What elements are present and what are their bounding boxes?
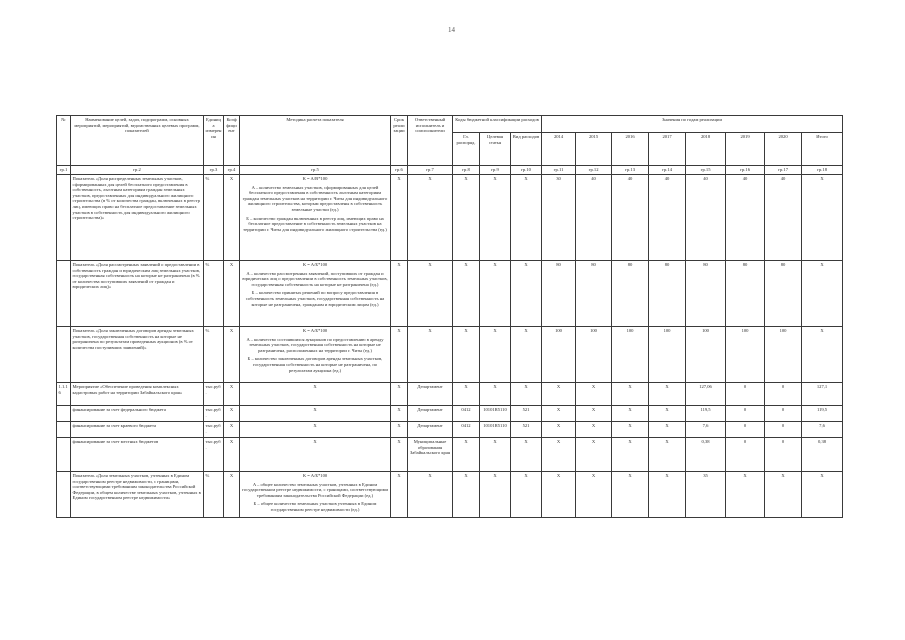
header-code-cs: Целевая статья (480, 133, 511, 166)
row-term: X (391, 175, 408, 261)
row-term: X (391, 406, 408, 422)
table-row (57, 438, 843, 472)
header-year-2018: 2018 (686, 133, 726, 166)
row-value: 35 (686, 472, 726, 518)
row-value: 100 (765, 327, 802, 383)
row-value: X (542, 422, 576, 438)
row-code-gr: X (453, 175, 480, 261)
method-formula: K = A/Б*100 (302, 262, 328, 267)
row-coef: X (224, 406, 240, 422)
row-value: 100 (612, 327, 649, 383)
row-name: Показатель «Доля земельных участков, учтенных в Едином государственном реестре недвижимости, с границами, соответствующими требованиям законодательства Российской Федерации, в общем количестве земельных участков, учтенных в Едином государственном реестре недвижимости» (71, 472, 204, 518)
table-header-row (57, 116, 843, 133)
row-coef: X (224, 261, 240, 327)
col-number: гр.1 (57, 166, 71, 175)
row-code-vr: X (511, 472, 542, 518)
row-value: X (542, 383, 576, 406)
row-code-cs: X (480, 175, 511, 261)
header-responsible: Ответственный исполнитель и соисполнители (408, 116, 453, 166)
table-row (57, 422, 843, 438)
row-value: X (576, 438, 612, 472)
row-value: 100 (542, 327, 576, 383)
col-number: гр.9 (480, 166, 511, 175)
row-value: 0 (765, 383, 802, 406)
row-number (57, 406, 71, 422)
row-value: 80 (765, 261, 802, 327)
row-term: X (391, 438, 408, 472)
row-value: X (649, 472, 686, 518)
row-responsible: X (408, 175, 453, 261)
row-code-cs: X (480, 472, 511, 518)
row-value: 80 (576, 261, 612, 327)
row-value: X (802, 175, 843, 261)
method-description: A – общее количество земельных участков, учтенных в Едином государственном реестре недвижимости, с границами, соответствующими требованиям законодательства Российской Федерации (ед.) (242, 481, 388, 498)
header-budget-codes: Коды бюджетной классификации расходов (453, 116, 542, 133)
header-coef: Коэффициент (224, 116, 240, 166)
row-value: X (612, 422, 649, 438)
method-formula: K = A/Б*100 (302, 328, 328, 333)
method-description: Б – количество принятых решений по вопросу предоставления в собственность земельных участков, государственная собственность на которые не разграничена, гражданам и юридическим лицам (ед.) (245, 290, 385, 307)
row-value: X (649, 383, 686, 406)
table-row (57, 261, 843, 327)
row-coef: X (224, 422, 240, 438)
row-value: 0 (726, 383, 765, 406)
row-value: X (576, 472, 612, 518)
method-description: Б – общее количество земельных участков учтенных в Едином государственном реестре недвижимости (ед.) (253, 501, 377, 512)
row-number (57, 327, 71, 383)
row-name: финансирование за счет федерального бюджета (71, 406, 204, 422)
row-value: 100 (726, 327, 765, 383)
col-number: гр.3 (204, 166, 224, 175)
method-description: A – количество рассмотренных заявлений, поступивших от граждан и юридических лиц о предоставлении в собственность земельных участков, государственная собственность на которые не разграничена (ед.) (242, 270, 388, 287)
row-code-gr: 0412 (453, 422, 480, 438)
row-value: X (576, 383, 612, 406)
row-code-vr: X (511, 261, 542, 327)
row-code-vr: 521 (511, 406, 542, 422)
row-value: 0 (765, 406, 802, 422)
col-number: гр.11 (542, 166, 576, 175)
header-values-by-years: Значения по годам реализации (542, 116, 843, 133)
row-unit: тыс.руб. (204, 438, 224, 472)
row-value: 100 (649, 327, 686, 383)
row-value: X (765, 472, 802, 518)
row-name: Показатель «Доля распределенных земельных участков, сформированных для целей бесплатного предоставления в собственность, льготным категориям граждан земельных участков, предоставленных для индивидуального жилищного строительства (в % от количества граждан, включенных в реестр лиц, имеющих право на бесплатное предоставление земельных участков в собственность для индивидуального жилищного строительства)» (71, 175, 204, 261)
table-row (57, 383, 843, 406)
row-coef: X (224, 472, 240, 518)
col-number: гр.13 (612, 166, 649, 175)
table-body (57, 175, 843, 518)
row-coef: X (224, 175, 240, 261)
row-coef: X (224, 438, 240, 472)
row-name: финансирование за счет краевого бюджета (71, 422, 204, 438)
header-year-2019: 2019 (726, 133, 765, 166)
row-value: X (649, 438, 686, 472)
row-code-vr: X (511, 327, 542, 383)
row-value: 0 (726, 438, 765, 472)
row-value: 40 (612, 175, 649, 261)
row-value: X (542, 472, 576, 518)
col-number: гр.15 (686, 166, 726, 175)
row-value: X (802, 472, 843, 518)
row-code-gr: X (453, 472, 480, 518)
row-value: 80 (612, 261, 649, 327)
row-method (240, 383, 391, 406)
col-number: гр.17 (765, 166, 802, 175)
row-value: X (802, 261, 843, 327)
row-value: 100 (576, 327, 612, 383)
row-value: 100 (686, 327, 726, 383)
row-method (240, 261, 391, 327)
row-number: 1.1.16 (57, 383, 71, 406)
row-value: 0 (765, 438, 802, 472)
row-code-vr: X (511, 175, 542, 261)
row-name: Показатель «Доля заключенных договоров аренды земельных участков, государственная собственность на которые не разграничена по результатам проведенных аукционов (в % от количества поступивших заявлений)» (71, 327, 204, 383)
header-code-gr: Гл. распоряд. (453, 133, 480, 166)
col-number: гр.2 (71, 166, 204, 175)
row-responsible: X (408, 472, 453, 518)
method-formula: X (313, 439, 317, 444)
row-name: Мероприятие «Обеспечение проведения комплексных кадастровых работ на территории Забайкальского края» (71, 383, 204, 406)
row-code-gr: X (453, 327, 480, 383)
row-code-cs: X (480, 383, 511, 406)
row-value: 0,38 (802, 438, 843, 472)
row-value: 80 (726, 261, 765, 327)
method-description: Б – количество граждан включенных в реестр лиц, имеющих право на бесплатное предоставление в собственность земельных участков на территории г. Читы для индивидуального жилищного строительства (ед.) (243, 215, 387, 232)
method-formula: X (313, 384, 317, 389)
row-value: 80 (649, 261, 686, 327)
row-code-gr: 0412 (453, 406, 480, 422)
row-value: X (726, 472, 765, 518)
row-value: X (802, 327, 843, 383)
row-unit: % (204, 175, 224, 261)
row-method (240, 422, 391, 438)
row-coef: X (224, 327, 240, 383)
method-formula: X (313, 423, 317, 428)
row-value: X (576, 406, 612, 422)
header-year-2020: 2020 (765, 133, 802, 166)
header-year-2017: 2017 (649, 133, 686, 166)
row-value: X (612, 438, 649, 472)
row-method (240, 438, 391, 472)
method-formula: K = A/Б*100 (302, 473, 328, 478)
row-value: 40 (686, 175, 726, 261)
row-code-cs: X (480, 327, 511, 383)
row-unit: тыс.руб. (204, 383, 224, 406)
row-value: 40 (576, 175, 612, 261)
row-unit: % (204, 472, 224, 518)
col-number: гр.5 (240, 166, 391, 175)
header-method: Методика расчета показателя (240, 116, 391, 166)
header-year-2014: 2014 (542, 133, 576, 166)
header-year-2015: 2015 (576, 133, 612, 166)
row-value: X (649, 422, 686, 438)
row-value: 80 (686, 261, 726, 327)
row-number (57, 422, 71, 438)
table-row (57, 175, 843, 261)
header-year-2016: 2016 (612, 133, 649, 166)
page-number: 14 (448, 26, 455, 34)
row-number (57, 472, 71, 518)
row-number (57, 175, 71, 261)
row-responsible: Муниципальные образования Забайкальского края (408, 438, 453, 472)
row-number (57, 261, 71, 327)
method-description: Б – количество заключенных договоров аренды земельных участков, государственная собственность на которые не разграничена, по результатам аукциона (ед.) (247, 356, 383, 373)
row-unit: тыс.руб. (204, 406, 224, 422)
header-name: Наименование целей, задач, подпрограмм, основных мероприятий, мероприятий, ведомственных целевых программ, показателей (71, 116, 204, 166)
row-number (57, 438, 71, 472)
row-value: X (612, 472, 649, 518)
header-unit: Единица измерения (204, 116, 224, 166)
table-row (57, 406, 843, 422)
row-value: 0,38 (686, 438, 726, 472)
row-responsible: Департамент (408, 406, 453, 422)
row-value: 40 (765, 175, 802, 261)
header-total: Итого (802, 133, 843, 166)
header-term: Срок реализации (391, 116, 408, 166)
header-no: № (57, 116, 71, 166)
row-value: 0 (726, 406, 765, 422)
row-code-vr: 521 (511, 422, 542, 438)
row-value: X (649, 406, 686, 422)
row-code-cs: X (480, 438, 511, 472)
row-value: 127,1 (802, 383, 843, 406)
row-code-gr: X (453, 383, 480, 406)
row-method (240, 472, 391, 518)
row-value: 7,6 (686, 422, 726, 438)
row-value: 119,5 (802, 406, 843, 422)
row-unit: % (204, 261, 224, 327)
row-term: X (391, 472, 408, 518)
row-responsible: Департамент (408, 422, 453, 438)
row-method (240, 175, 391, 261)
row-value: 0 (765, 422, 802, 438)
table-row (57, 472, 843, 518)
row-unit: % (204, 327, 224, 383)
row-code-gr: X (453, 261, 480, 327)
row-coef: X (224, 383, 240, 406)
method-description: A – количество состоявшихся аукционов по предоставлению в аренду земельных участков, государственная собственность на которые не разграничена, расположенных на территории г. Читы (ед.) (246, 336, 384, 353)
row-value: X (612, 383, 649, 406)
row-value: X (576, 422, 612, 438)
column-number-row (57, 166, 843, 175)
col-number: гр.14 (649, 166, 686, 175)
col-number: гр.6 (391, 166, 408, 175)
row-name: Показатель «Доля рассмотренных заявлений о предоставлении в собственность граждан и юридическим лиц земельных участков, государственная собственность на которые не разграничена (в % от количества поступивших заявлений от граждан и юридических лиц)» (71, 261, 204, 327)
row-value: 0 (726, 422, 765, 438)
row-method (240, 327, 391, 383)
col-number: гр.16 (726, 166, 765, 175)
col-number: гр.8 (453, 166, 480, 175)
row-value: 80 (542, 261, 576, 327)
col-number: гр.12 (576, 166, 612, 175)
col-number: гр.4 (224, 166, 240, 175)
row-value: 119,5 (686, 406, 726, 422)
row-term: X (391, 261, 408, 327)
row-value: X (542, 406, 576, 422)
row-value: 30 (542, 175, 576, 261)
row-code-vr: X (511, 383, 542, 406)
row-term: X (391, 422, 408, 438)
program-table (56, 115, 843, 518)
row-term: X (391, 327, 408, 383)
row-method (240, 406, 391, 422)
method-formula: K = A/B*100 (302, 176, 328, 181)
row-value: X (542, 438, 576, 472)
row-responsible: X (408, 261, 453, 327)
row-value: 7,6 (802, 422, 843, 438)
col-number: гр.10 (511, 166, 542, 175)
row-term: X (391, 383, 408, 406)
table-row (57, 327, 843, 383)
col-number: гр.7 (408, 166, 453, 175)
row-code-cs: X (480, 261, 511, 327)
row-unit: тыс.руб. (204, 422, 224, 438)
row-value: 40 (649, 175, 686, 261)
method-description: A – количество земельных участков, сформированных для целей бесплатного предоставления в собственность льготным категориям граждан земельных участков на территории г. Читы для индивидуального жилищного строительства, которым предоставлены в собственность земельные участки (ед.) (242, 184, 388, 212)
row-code-cs: 10101R5110 (480, 422, 511, 438)
row-responsible: X (408, 327, 453, 383)
row-name: финансирование за счет местных бюджетов (71, 438, 204, 472)
row-responsible: Департамент (408, 383, 453, 406)
row-code-vr: X (511, 438, 542, 472)
row-value: 40 (726, 175, 765, 261)
row-code-gr: X (453, 438, 480, 472)
row-code-cs: 10101R5110 (480, 406, 511, 422)
header-code-vr: Вид расходов (511, 133, 542, 166)
col-number: гр.18 (802, 166, 843, 175)
method-formula: X (313, 407, 317, 412)
row-value: 127,06 (686, 383, 726, 406)
row-value: X (612, 406, 649, 422)
